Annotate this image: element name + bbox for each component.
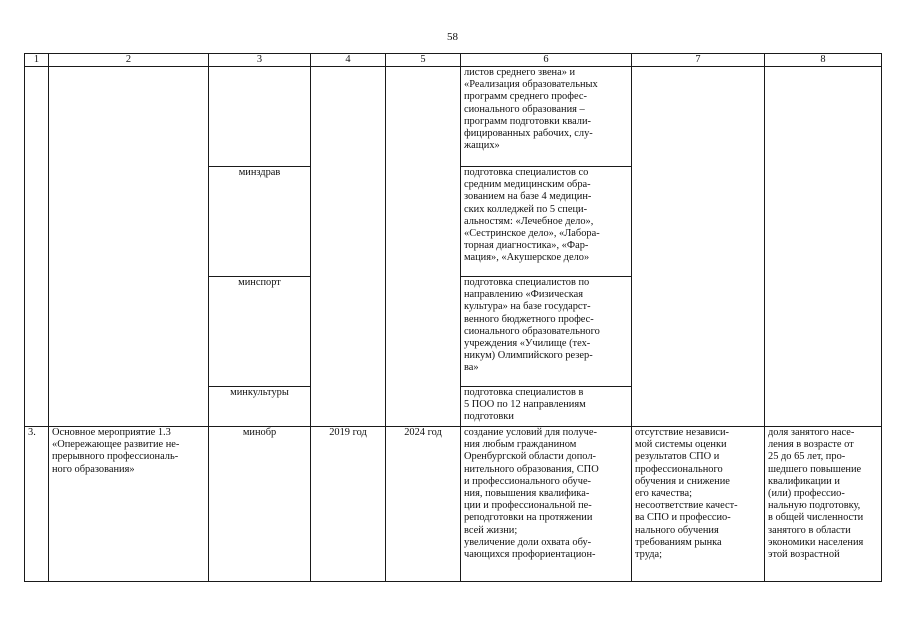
- cell-consequences: отсутствие независи- мой системы оценки результатов СПО и профессионального обучения и снижение его качества; несоответствие качест- ва СПО и профессио- нального обучения требованиям рынка труда;: [632, 427, 765, 582]
- column-header: 6: [461, 54, 632, 67]
- table-row: [25, 427, 882, 582]
- cell-number: 3.: [25, 427, 49, 582]
- column-number-row: [25, 54, 882, 67]
- cell-name: Основное мероприятие 1.3 «Опережающее развитие не- прерывного профессиональ- ного образования»: [49, 427, 209, 582]
- cell-start: 2019 год: [311, 427, 386, 582]
- cell-executor: минспорт: [209, 277, 311, 387]
- cell-empty: [49, 67, 209, 427]
- column-header: 3: [209, 54, 311, 67]
- column-header: 7: [632, 54, 765, 67]
- column-header: 1: [25, 54, 49, 67]
- cell-result: подготовка специалистов по направлению «Физическая культура» на базе государст- венного бюджетного профес- сионального образовательного учреждения «Училище (тех- никум) Олимпийского резер- ва»: [461, 277, 632, 387]
- column-header: 2: [49, 54, 209, 67]
- cell-result: подготовка специалистов в 5 ПОО по 12 направлениям подготовки: [461, 387, 632, 427]
- cell-empty: [765, 67, 882, 427]
- page-number: 58: [447, 31, 458, 43]
- cell-result: листов среднего звена» и «Реализация образовательных программ среднего профес- сионального образования – программ подготовки квали- фицированных рабочих, слу- жащих»: [461, 67, 632, 167]
- cell-executor: минкультуры: [209, 387, 311, 427]
- program-table: [24, 53, 882, 582]
- column-header: 4: [311, 54, 386, 67]
- cell-executor: минобр: [209, 427, 311, 582]
- cell-empty: [632, 67, 765, 427]
- cell-result: подготовка специалистов со средним медицинским обра- зованием на базе 4 медицин- ских колледжей по 5 специ- альностям: «Лечебное дело», «Сестринское дело», «Лабора- торная диагностика», «Фар- мация», «Акушерское дело»: [461, 167, 632, 277]
- cell-result: создание условий для получе- ния любым гражданином Оренбургской области допол- нительного образования, СПО и профессионального обуче- ния, повышения квалифика- ции и профессиональной пе- реподготовки на протяжении всей жизни; увеличение доли охвата обу- чающихся профориентацион-: [461, 427, 632, 582]
- column-header: 5: [386, 54, 461, 67]
- cell-empty: [25, 67, 49, 427]
- cell-end: 2024 год: [386, 427, 461, 582]
- cell-executor: минздрав: [209, 167, 311, 277]
- cell-empty: [311, 67, 386, 427]
- table-row: [25, 67, 882, 167]
- cell-empty: [386, 67, 461, 427]
- column-header: 8: [765, 54, 882, 67]
- cell-indicator: доля занятого насе- ления в возрасте от 25 до 65 лет, про- шедшего повышение квалификации и (или) профессио- нальную подготовку, в общей численности занятого в области экономики населения этой возрастной: [765, 427, 882, 582]
- cell-empty: [209, 67, 311, 167]
